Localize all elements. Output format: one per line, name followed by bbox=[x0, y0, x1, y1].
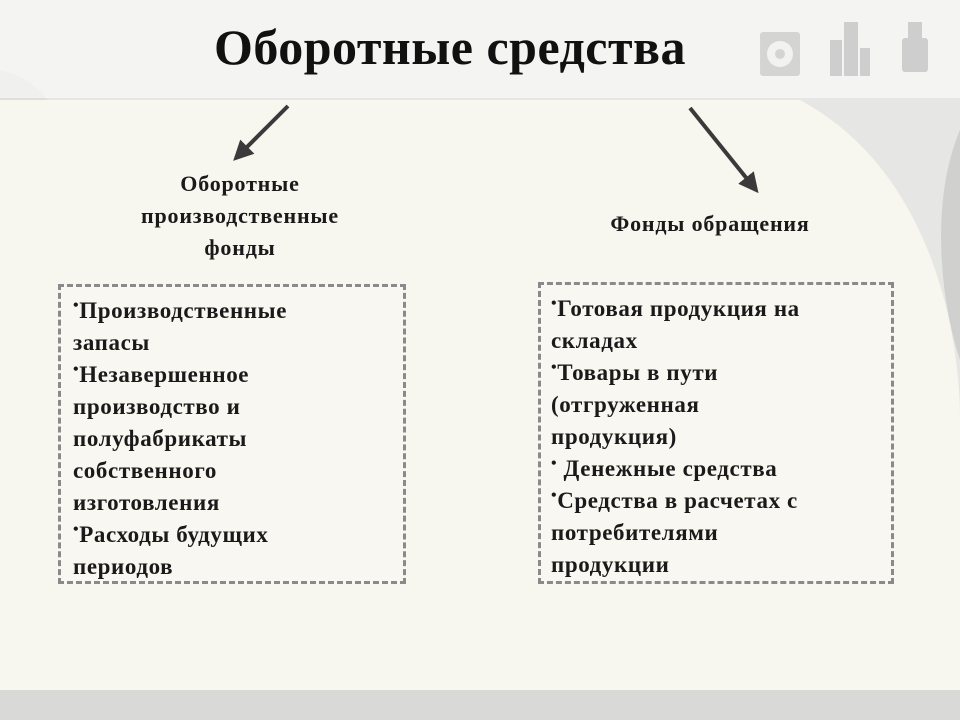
list-item bbox=[551, 357, 883, 453]
item-text: Средства в расчетах с bbox=[557, 488, 798, 513]
bullet: • bbox=[551, 295, 558, 312]
list-item bbox=[551, 485, 883, 581]
item-text: продукция) bbox=[551, 424, 677, 449]
item-text: потребителями bbox=[551, 520, 719, 545]
item-text: запасы bbox=[73, 330, 150, 355]
item-text: собственного bbox=[73, 458, 217, 483]
bullet: • bbox=[73, 297, 80, 314]
right-box bbox=[538, 282, 894, 584]
left-heading bbox=[90, 168, 390, 264]
item-text: складах bbox=[551, 328, 638, 353]
left-box bbox=[58, 284, 406, 584]
list-item bbox=[73, 295, 393, 359]
item-text: периодов bbox=[73, 554, 174, 579]
item-text: Готовая продукция на bbox=[557, 296, 800, 321]
left-heading-line: фонды bbox=[204, 235, 276, 260]
item-text: изготовления bbox=[73, 490, 220, 515]
item-text: производство и bbox=[73, 394, 241, 419]
item-text: Денежные средства bbox=[557, 456, 778, 481]
item-text: Товары в пути bbox=[557, 360, 719, 385]
list-item bbox=[551, 453, 883, 485]
item-text: полуфабрикаты bbox=[73, 426, 248, 451]
bullet: • bbox=[73, 521, 80, 538]
right-list bbox=[551, 293, 883, 581]
right-heading: Фонды обращения bbox=[610, 211, 810, 236]
page-title: Оборотные средства bbox=[213, 19, 687, 75]
list-item bbox=[73, 519, 393, 583]
list-item bbox=[73, 359, 393, 519]
disc-icon bbox=[760, 32, 800, 76]
bullet: • bbox=[73, 361, 80, 378]
left-heading-line: производственные bbox=[141, 203, 339, 228]
list-item bbox=[551, 293, 883, 357]
left-list bbox=[73, 295, 393, 583]
item-text: Расходы будущих bbox=[79, 522, 269, 547]
item-text: Производственные bbox=[79, 298, 288, 323]
left-heading-line: Оборотные bbox=[180, 171, 300, 196]
bullet: • bbox=[551, 455, 558, 472]
bullet: • bbox=[551, 487, 558, 504]
bullet: • bbox=[551, 359, 558, 376]
item-text: (отгруженная bbox=[551, 392, 700, 417]
item-text: Незавершенное bbox=[79, 362, 250, 387]
item-text: продукции bbox=[551, 552, 670, 577]
